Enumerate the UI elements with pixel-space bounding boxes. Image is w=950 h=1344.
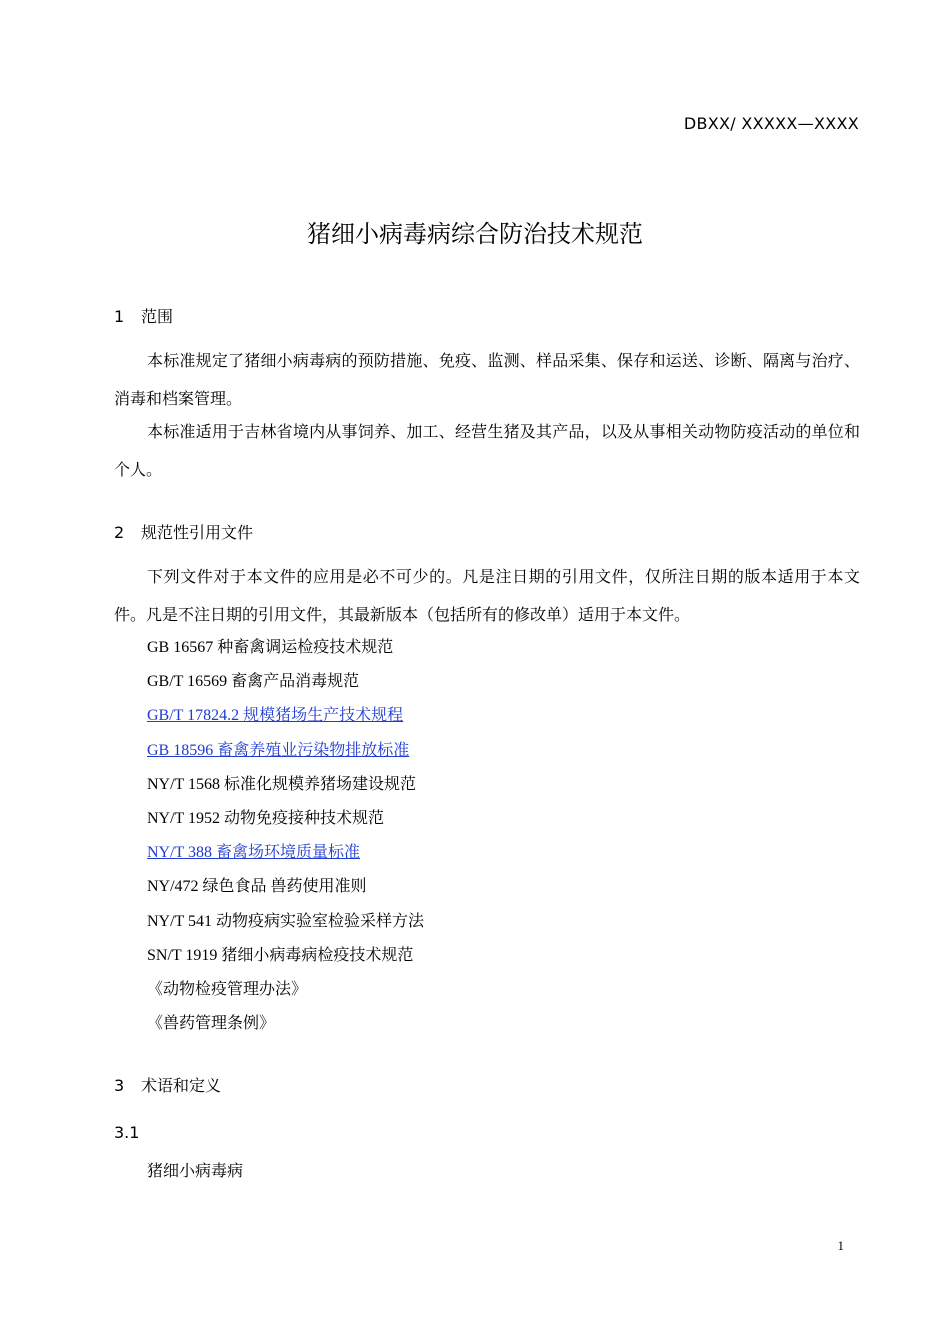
reference-item: 《兽药管理条例》 [147, 1015, 276, 1033]
section-heading-terms [114, 1073, 221, 1096]
reference-item: NY/472 绿色食品 兽药使用准则 [147, 878, 367, 896]
reference-item: GB 16567 种畜禽调运检疫技术规范 [147, 639, 394, 656]
section-heading-references [114, 520, 253, 543]
section-heading-scope [114, 304, 173, 327]
section-number: 2 [114, 523, 125, 542]
reference-item: NY/T 1568 标准化规模养猪场建设规范 [147, 775, 417, 793]
reference-item: NY/T 541 动物疫病实验室检验采样方法 [147, 912, 425, 930]
reference-link[interactable]: NY/T 388 畜禽场环境质量标准 [147, 844, 361, 862]
reference-list [147, 634, 424, 1044]
document-code: DBXX/ XXXXX—XXXX [683, 114, 859, 133]
section-number: 3 [114, 1076, 125, 1095]
document-title: 猪细小病毒病综合防治技术规范 [307, 220, 643, 248]
section-number: 1 [114, 307, 125, 326]
references-intro: 下列文件对于本文件的应用是必不可少的。凡是注日期的引用文件，仅所注日期的版本适用于本文件。凡是不注日期的引用文件，其最新版本（包括所有的修改单）适用于本文件。 [114, 569, 860, 624]
section-title: 术语和定义 [141, 1076, 222, 1095]
scope-paragraph-2: 本标准适用于吉林省境内从事饲养、加工、经营生猪及其产品，以及从事相关动物防疫活动的单位和个人。 [114, 424, 860, 479]
page-number: 1 [837, 1238, 844, 1253]
scope-paragraph-1: 本标准规定了猪细小病毒病的预防措施、免疫、监测、样品采集、保存和运送、诊断、隔离与治疗、消毒和档案管理。 [114, 353, 860, 408]
reference-item: 《动物检疫管理办法》 [147, 980, 308, 998]
subsection-number: 3.1 [114, 1123, 140, 1142]
section-title: 范围 [141, 307, 174, 326]
reference-item: GB/T 16569 畜禽产品消毒规范 [147, 673, 360, 691]
reference-link[interactable]: GB/T 17824.2 规模猪场生产技术规程 [147, 707, 404, 725]
section-title: 规范性引用文件 [141, 523, 254, 542]
reference-item: SN/T 1919 猪细小病毒病检疫技术规范 [147, 946, 414, 964]
reference-link[interactable]: GB 18596 畜禽养殖业污染物排放标准 [147, 741, 410, 759]
term-name: 猪细小病毒病 [147, 1161, 244, 1180]
reference-item: NY/T 1952 动物免疫接种技术规范 [147, 809, 385, 827]
